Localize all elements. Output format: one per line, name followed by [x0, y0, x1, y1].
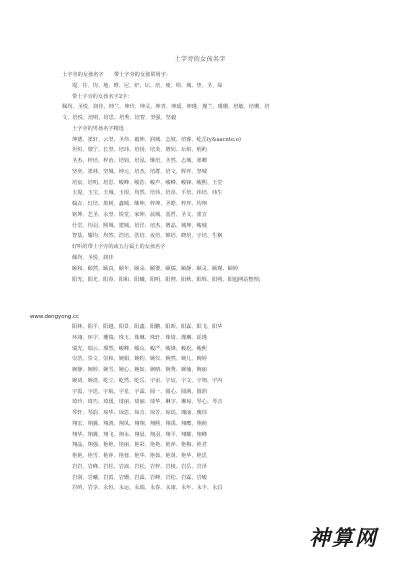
section-lower — [62, 322, 362, 494]
text-line: 阳光、阳光、阳春、阳和、阳曦、阳明、阳煦、阳秋、阳辉、阳朔、阳旭网站整理; — [72, 276, 261, 283]
text-line: 堤、往、均、地、堆、尼、炉、坛、培、埂、埠、城、垫、圣、垛 — [72, 82, 223, 89]
text-line: 翔华、翔翼、翔飞、翔永、翔晨、翔羽、翔平、翔耀、翔峰 — [72, 431, 207, 438]
text-line: 艳艳、艳雪、艳萍、艳蓉、艳华、艳茹、艳贤、艳华、艳思 — [72, 453, 207, 460]
text-line: 颐和、颐然、颐真、颐年、颐朵、颐婴、颐儒、颐静、颐灵、颐瑾、颐婷 — [72, 265, 239, 272]
text-line: 岩屿、岩享、永恒、永运、永端、永春、永康、永年、永丰、永昌 — [72, 485, 223, 492]
text-line: 铭坤、艺圣、永坚、锐堂、家坤、晨城、基哲、圣文、墨宣 — [72, 211, 207, 218]
text-line: 好听的带土字旁的或五行属土的女孩名字 — [72, 244, 166, 251]
text-line: 坚奕、墨林、坚城、坤元、培杰、培群、培文、辉坪、坚城 — [72, 168, 207, 175]
section-upper — [62, 70, 362, 285]
text-line: 土字旁的女孩名字 带土字旁的女孩常用字： — [62, 72, 171, 78]
text-line: 瑞光、瑞云、璨然、峻峰、峻山、峻严、峻锋、峻松、峻熙 — [72, 345, 207, 352]
text-line: 婉静、婉婷、婉雪、婉心、婉如、婉晴、婉秀、婉瑜、婉丽 — [72, 367, 207, 374]
site-logo: 神算网 — [309, 525, 378, 550]
text-line: 培宸、培明、培思、峻峰、峻浩、峻声、峻峰、峻锋、峻熙、玉堂 — [72, 179, 223, 186]
watermark-url: www.dengyong.cc — [30, 314, 79, 320]
text-line: 翰垚、灯培、墨树、鑫城、继坤、梓坤、圣皓、梓坪、均翔 — [72, 201, 207, 208]
text-line: 岩岩、岩峰、岩松、岩嵩、岩松、岩梓、岩棱、岩岳、岩泽 — [72, 463, 207, 470]
text-line: 坤德、墨轩、云坚、圣伟、毅坤、润城、志坡、培睿、屹岳(y&aacute;o) — [72, 136, 241, 143]
text-line: 智基、耀均、均然、浩培、浩培、夜培、锦培、晓培、宇培、生枫 — [72, 233, 223, 240]
text-line: 佩均、圣悦、润佳、坤兰、坤玲、坤灵、坤青、坤瑗、坤瑾、瑾兰、瑾珊、培敏、培珊、培 — [62, 104, 270, 111]
text-line: 琴轩、琴韵、琼华、琼思、琼音、琼芳、琼瑶、瑰丽、瑰玮 — [72, 410, 207, 417]
text-line: 崇浩、崇文、崇和、婉娟、婉约、婉仪、婉然、婉儿、婉婷 — [72, 356, 207, 363]
text-line: 圣杰、梓培、梓治、培钧、培泓、继培、圣然、志城、墨卿 — [72, 158, 207, 165]
text-line: 琦玲、琦巧、琦瑗、琦丽、琦丽、琦华、琳宇、琳琼、琴心、琴音 — [72, 399, 223, 406]
text-line: 文、培悦、培明、培思、培秀、培智、坚强、坚毅 — [62, 115, 177, 122]
text-line: 岩润、岩曦、岩霞、岩珊、岩霖、岩峰、岩松、岩霖、岩峻 — [72, 474, 207, 481]
text-line: 带土字旁的女孩名字2字： — [72, 93, 133, 100]
document-title: 土字旁的女孩名字 — [174, 56, 226, 63]
text-line: 翔宏、翔翼、翔鸿、翔凤、翔翔、翔熙、翔禹、翔鹰、翔萌 — [72, 420, 207, 427]
text-line: 阳林、阳平、阳越、阳景、阳鑫、阳鹏、阳晖、阳霖、阳飞、阳华 — [72, 324, 223, 330]
text-line: 环翊、环宇、珊瑞、珠玉、珠琳、珠轩、珠琦、瑾琳、瑶瑾 — [72, 334, 207, 341]
text-line: 婉词、婉清、屹立、屹然、屹岳、宇宙、宇宸、宇文、宇翔、宇内 — [72, 377, 223, 384]
text-line: 翔晶、翔强、艳艳、艳丽、艳彩、艳艳、艳萍、艳梅、艳君 — [72, 442, 207, 449]
text-line: 仕堂、均羽、熙城、建城、培洋、培杰、增晶、城坤、峻城 — [72, 222, 207, 229]
text-line: 坦烜、墩宁、长坚、培玮、培扬、培炎、增钊、坛焰、炳屿 — [72, 147, 207, 154]
text-line: 宇霞、宇迅、宇航、宇星、宇霖、圆一、圆心、圆满、圆润 — [72, 388, 207, 395]
text-line: 佩均、圣悦、润佳 — [72, 255, 114, 262]
text-line: 土字旁的男孩名字精选 — [72, 125, 124, 132]
text-line: 玉堤、玉宝、玉城、玉垠、均然、培伟、培昂、平培、纬培、纬生 — [72, 190, 223, 197]
